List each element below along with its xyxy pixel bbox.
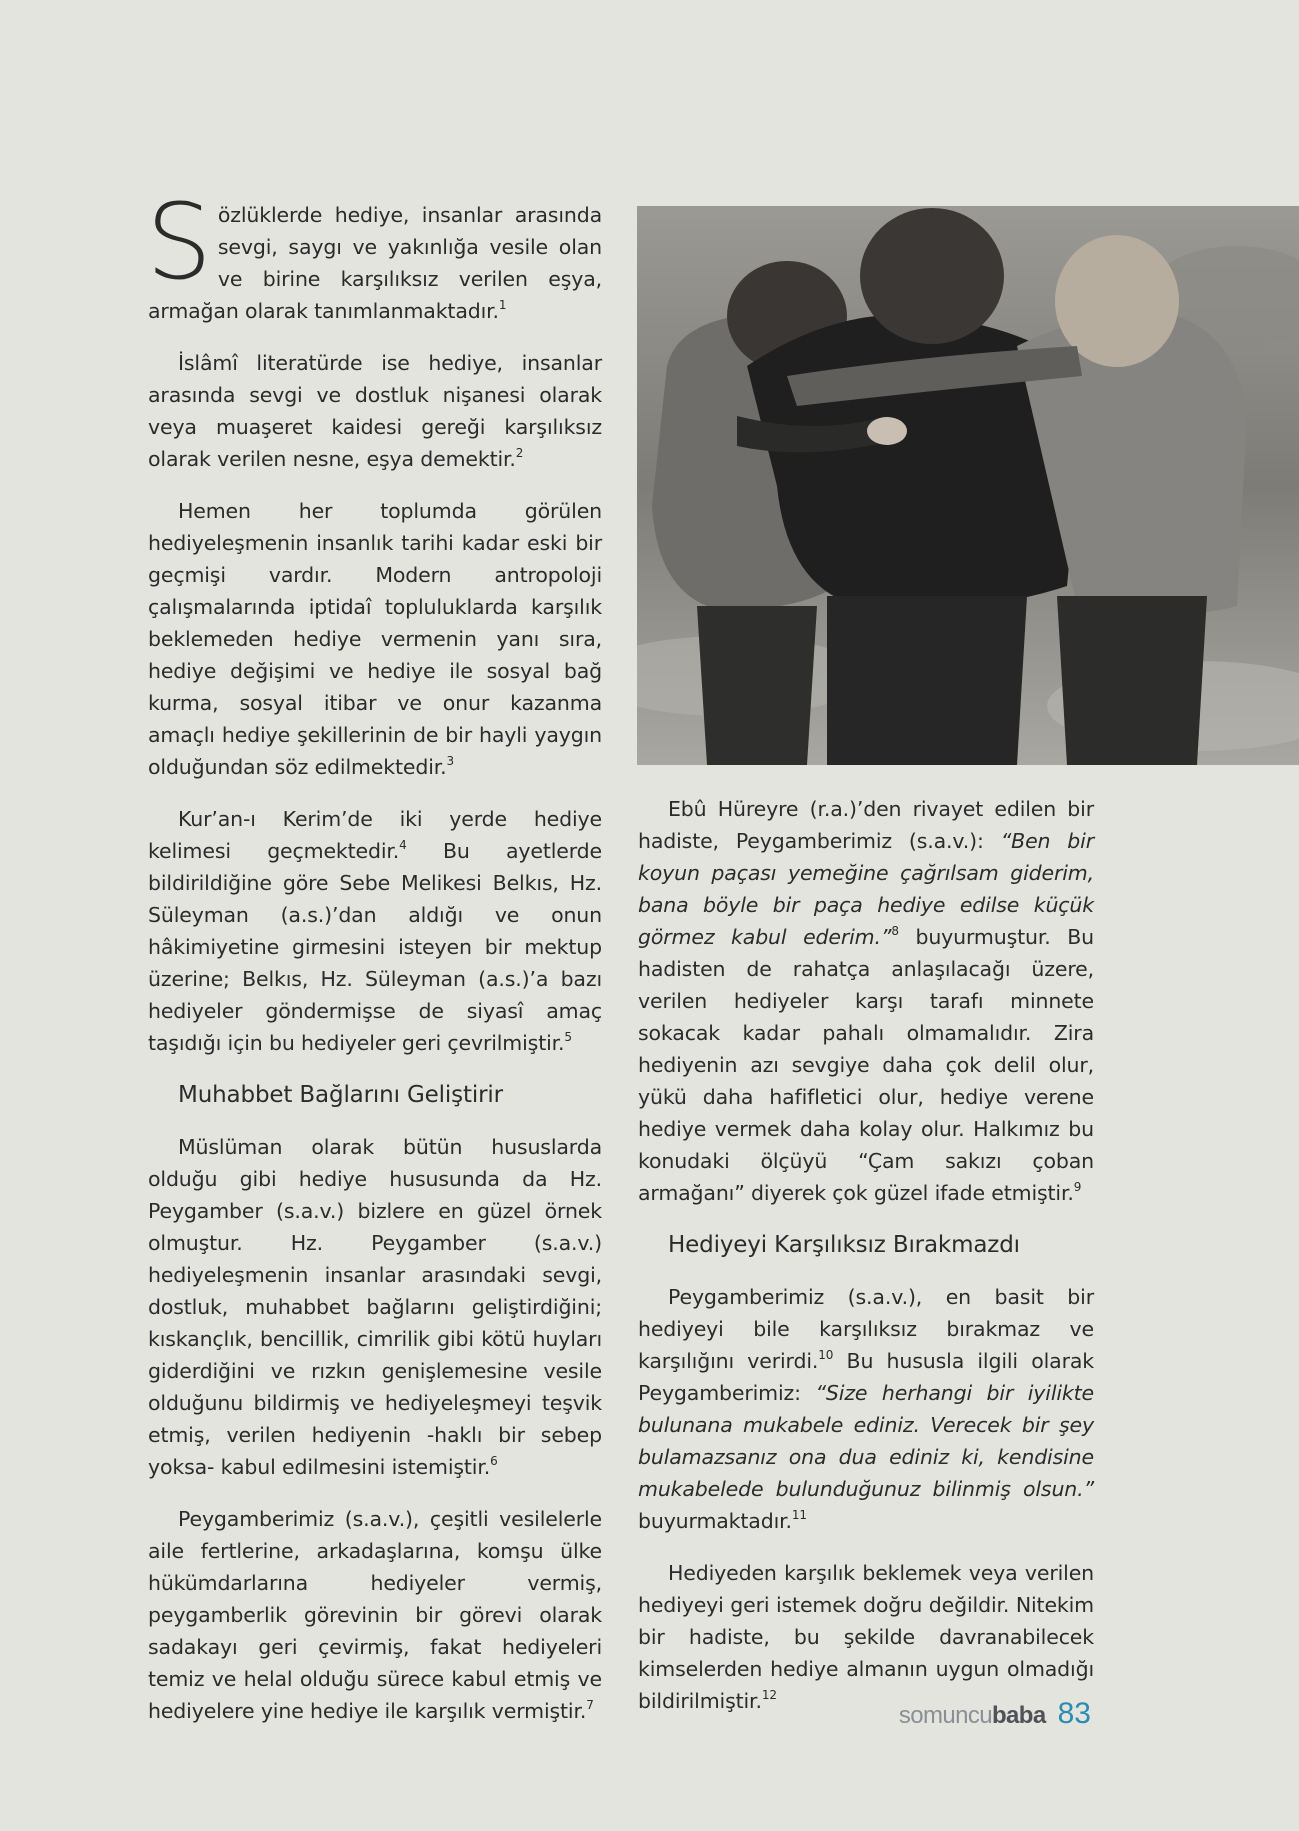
drop-cap: S <box>146 181 212 303</box>
page-footer <box>899 1697 1091 1731</box>
footnote-ref: 6 <box>490 1454 498 1468</box>
paragraph-3: Hemen her toplumda görülen hediyeleşmenin insanlık tarihi kadar eski bir geçmişi vardır. Modern antropoloji çalışmalarında iptidaî topluluklarda karşılık beklemeden hediye vermenin yanı sıra, hediye değişimi ve hediye ile sosyal bağ kurma, sosyal itibar ve onur kazanma amaçlı hediye şekillerinin de bir hayli yaygın olduğundan söz edilmektedir.$^3$ <box>148 499 602 779</box>
paragraph-7: Ebû Hüreyre (r.a.)’den rivayet edilen bir hadiste, Peygamberimiz (s.a.v.): “Ben bir koyun paçası yemeğine çağrılsam giderim, bana böyle bir paça hediye edilse küçük görmez kabul ederim.”$^8$ buyurmuştur. Bu hadisten de rahatça anlaşılacağı üzere, verilen hediyeler karşı tarafı minnete sokacak kadar pahalı olmamalıdır. Zira hediyenin azı sevgiye daha çok delil olur, yükü daha hafifletici olur, hediye verene hediye vermek daha kolay olur. Halkımız bu konudaki ölçüyü “Çam sakızı çoban armağanı” diyerek çok güzel ifade etmiştir.$^9$ <box>638 797 1094 1205</box>
section-heading: Hediyeyi Karşılıksız Bırakmazdı <box>668 1232 1020 1258</box>
paragraph-5: Müslüman olarak bütün hususlarda olduğu gibi hediye hususunda da Hz. Peygamber (s.a.v.) bizlere en güzel örnek olmuştur. Hz. Peygamber (s.a.v.) hediyeleşmenin insanlar arasındaki sevgi, dostluk, muhabbet bağlarını geliştirdiğini; kıskançlık, bencillik, cimrilik gibi kötü huyları giderdiğini ve rızkın genişlemesine vesile olduğunu bildirmiş ve hediyeleşmeyi teşvik etmiş, verilen hediyenin -haklı bir sebep yoksa- kabul edilmesini istemiştir.$^6$ <box>148 1135 602 1479</box>
footnote-ref: 10 <box>818 1348 834 1362</box>
magazine-logo: somuncubaba <box>898 1702 1046 1729</box>
footnote-ref: 4 <box>399 838 407 852</box>
three-children-embracing-photo <box>637 206 1299 765</box>
section-heading: Muhabbet Bağlarını Geliştirir <box>178 1082 503 1108</box>
footnote-ref: 3 <box>446 754 455 768</box>
footnote-ref: 5 <box>564 1030 572 1044</box>
paragraph-6: Peygamberimiz (s.a.v.), çeşitli vesilelerle aile fertlerine, arkadaşlarına, komşu ülke hükümdarlarına hediyeler vermiş, peygamberlik görevinin bir görevi olarak sadakayı geri çevirmiş, fakat hediyeleri temiz ve helal olduğu sürece kabul etmiş ve hediyelere yine hediye ile karşılık vermiştir.$^7$ <box>148 1507 602 1723</box>
footnote-ref: 7 <box>586 1698 594 1712</box>
paragraph-4: Kur’an-ı Kerim’de iki yerde hediye kelimesi geçmektedir.$^4$ Bu ayetlerde bildirildiğine göre Sebe Melikesi Belkıs, Hz. Süleyman (a.s.)’dan aldığı ve onun hâkimiyetine girmesini isteyen bir mektup üzerine; Belkıs, Hz. Süleyman (a.s.)’a bazı hediyeler göndermişse de siyasî amaç taşıdığı için bu hediyeler geri çevrilmiştir.$^5$ <box>148 807 602 1055</box>
left-column <box>146 181 602 1747</box>
paragraph-1: Sözlüklerde hediye, insanlar arasında sevgi, saygı ve yakınlığa vesile olan ve birine karşılıksız verilen eşya, armağan olarak tanımlanmaktadır.$^1$ <box>146 181 602 323</box>
hadith-quote: “Ben bir koyun paçası yemeğine çağrılsam giderim, bana böyle bir paça hediye edilse küçük görmez kabul ederim.” <box>638 829 1094 949</box>
footnote-ref: 12 <box>761 1688 777 1702</box>
footnote-ref: 9 <box>1073 1180 1082 1194</box>
right-column <box>638 793 1094 1737</box>
page-number: 83 <box>1057 1697 1091 1730</box>
paragraph-2: İslâmî literatürde ise hediye, insanlar arasında sevgi ve dostluk nişanesi olarak veya muaşeret kaidesi gereği karşılıksız olarak verilen nesne, eşya demektir.$^2$ <box>148 351 602 471</box>
hadith-quote: “Size herhangi bir iyilikte bulunana mukabele ediniz. Verecek bir şey bulamazsanız ona dua ediniz ki, kendisine mukabelede bulunduğunuz bilinmiş olsun.” <box>638 1381 1094 1501</box>
paragraph-9: Hediyeden karşılık beklemek veya verilen hediyeyi geri istemek doğru değildir. Nitekim bir hadiste, bu şekilde davranabilecek kimselerden hediye almanın uygun olmadığı bildirilmiştir.$^{12}$ <box>638 1561 1094 1713</box>
paragraph-8: Peygamberimiz (s.a.v.), en basit bir hediyeyi bile karşılıksız bırakmaz ve karşılığını verirdi.$^{10}$ Bu hususla ilgili olarak Peygamberimiz: “Size herhangi bir iyilikte bulunana mukabele ediniz. Verecek bir şey bulamazsanız ona dua ediniz ki, kendisine mukabelede bulunduğunuz bilinmiş olsun.” buyurmaktadır.$^{11}$ <box>638 1285 1095 1533</box>
footnote-ref: 2 <box>515 446 524 460</box>
footnote-ref: 1 <box>498 298 507 312</box>
footnote-ref: 11 <box>791 1508 807 1522</box>
footnote-ref: 8 <box>891 924 899 938</box>
